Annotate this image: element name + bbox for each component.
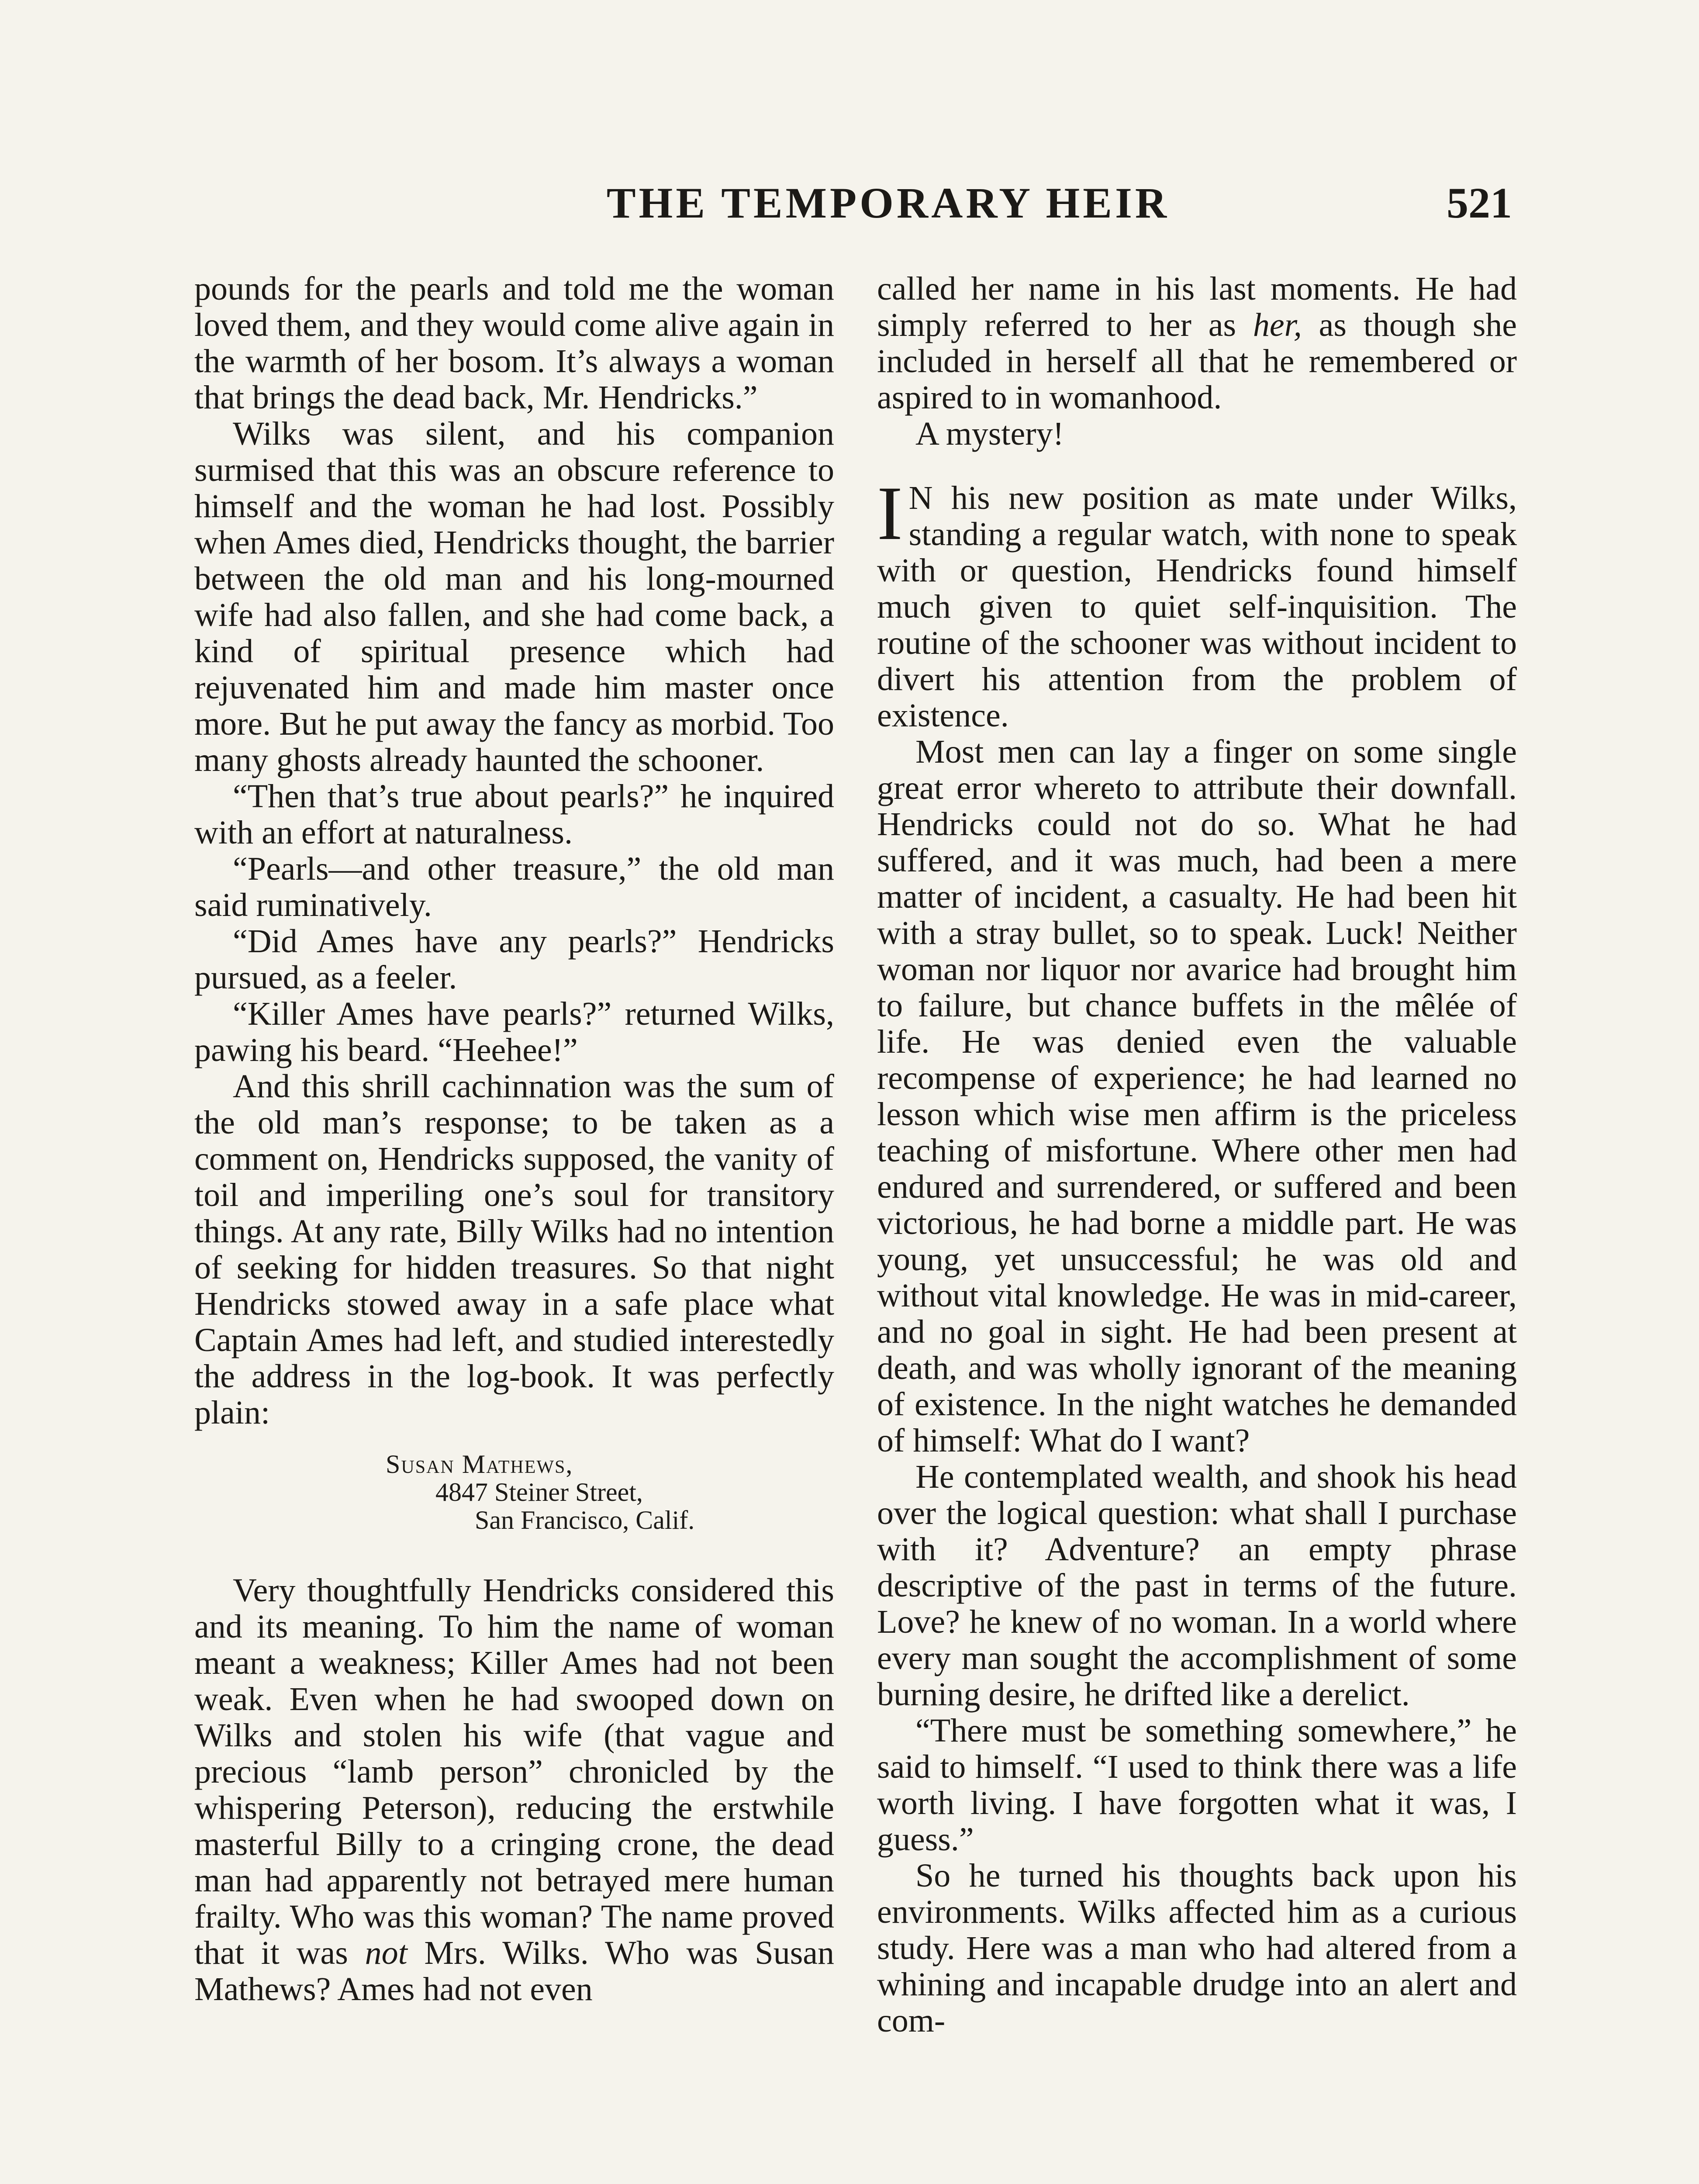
running-title: THE TEMPORARY HEIR xyxy=(606,179,1170,227)
paragraph: “Killer Ames have pearls?” returned Wilks, pawing his beard. “Heehee!” xyxy=(194,995,834,1068)
paragraph: pounds for the pearls and told me the woman loved them, and they would come alive again in the warmth of her bosom. It’s always a woman that brings the dead back, Mr. Hendricks.” xyxy=(194,270,834,416)
paragraph: Most men can lay a finger on some single great error whereto to attribute their downfall. Hendricks could not do so. What he had suffered, and it was much, had been a mere matter of incident, a casualty. He had been hit with a stray bullet, so to speak. Luck! Neither woman nor liquor nor avarice had brought him to failure, but chance buffets in the mêlée of life. He was denied even the valuable recompense of experience; he had learned no lesson which wise men affirm is the priceless teaching of misfortune. Where other men had endured and surrendered, or suffered and been victorious, he had borne a middle part. He was young, yet unsuccessful; he was old and without vital knowledge. He was in mid-career, and no goal in sight. He had been present at death, and was wholly ignorant of the meaning of existence. In the night watches he demanded of himself: What do I want? xyxy=(877,733,1517,1459)
paragraph-text: Very thoughtfully Hendricks considered this and its meaning. To him the name of woman meant a weakness; Killer Ames had not been weak. Even when he had swooped down on Wilks and stolen his wife (that vague and precious “lamb person” chronicled by the whispering Peterson), reducing the erstwhile masterful Billy to a cringing crone, the dead man had apparently not betrayed mere human frailty. Who was this woman? The name proved that it was xyxy=(194,1572,834,1971)
page-number: 521 xyxy=(1447,179,1512,227)
paragraph-text: Mrs. Wilks. Who was Susan Mathews? Ames had not even xyxy=(194,1935,835,2008)
paragraph: He contemplated wealth, and shook his head over the logical question: what shall I purchase with it? Adventure? an empty phrase descriptive of the past in terms of the future. Love? he knew of no woman. In a world where every man sought the accomplishment of some burning desire, he drifted like a derelict. xyxy=(877,1458,1517,1713)
paragraph: And this shrill cachinnation was the sum of the old man’s response; to be taken as a comment on, Hendricks supposed, the vanity of toil and imperiling one’s soul for transitory things. At any rate, Billy Wilks had no intention of seeking for hidden treasures. So that night Hendricks stowed away in a safe place what Captain Ames had left, and studied interestedly the address in the log-book. It was perfectly plain: xyxy=(194,1068,834,1431)
paragraph: So he turned his thoughts back upon his environments. Wilks affected him as a curious study. Here was a man who had altered from a whining and incapable drudge into an alert and com- xyxy=(877,1857,1517,2039)
address-name: Susan Mathews, xyxy=(386,1450,573,1479)
paragraph-text: called her name in his last moments. He had simply referred to her as xyxy=(877,270,1517,343)
emphasis-her: her, xyxy=(1253,307,1302,343)
address-city: San Francisco, Calif. xyxy=(475,1506,695,1534)
paragraph-text: N his new position as mate under Wilks, standing a regular watch, with none to speak with or question, Hendricks found himself much given to quiet self-inquisition. The routine of the schooner was without incident to divert his attention from the problem of existence. xyxy=(877,480,1517,734)
paragraph: “Then that’s true about pearls?” he inquired with an effort at naturalness. xyxy=(194,778,834,851)
paragraph: Wilks was silent, and his companion surmised that this was an obscure reference to himself and the woman he had lost. Possibly when Ames died, Hendricks thought, the barrier between the old man and his long-mourned wife had also fallen, and she had come back, a kind of spiritual presence which had rejuvenated him and made him master once more. But he put away the fancy as morbid. Too many ghosts already haunted the schooner. xyxy=(194,415,834,778)
paragraph: “Pearls—and other treasure,” the old man said ruminatively. xyxy=(194,850,834,923)
paragraph xyxy=(194,1572,834,2008)
paragraph-text: as though she included in herself all that he remembered or aspired to in womanhood. xyxy=(877,307,1517,416)
emphasis-not: not xyxy=(365,1935,407,1971)
address-block xyxy=(194,1450,834,1534)
address-street: 4847 Steiner Street, xyxy=(435,1478,643,1507)
running-head xyxy=(194,177,1512,229)
paragraph: “There must be something somewhere,” he said to himself. “I used to think there was a life worth living. I have forgotten what it was, I guess.” xyxy=(877,1712,1517,1858)
right-column xyxy=(877,271,1517,2039)
section-opening-paragraph xyxy=(877,471,1517,734)
drop-cap: I xyxy=(877,471,903,556)
paragraph xyxy=(877,271,1517,416)
left-column xyxy=(194,271,834,2008)
paragraph: “Did Ames have any pearls?” Hendricks pursued, as a feeler. xyxy=(194,923,834,996)
paragraph: A mystery! xyxy=(915,415,1064,452)
